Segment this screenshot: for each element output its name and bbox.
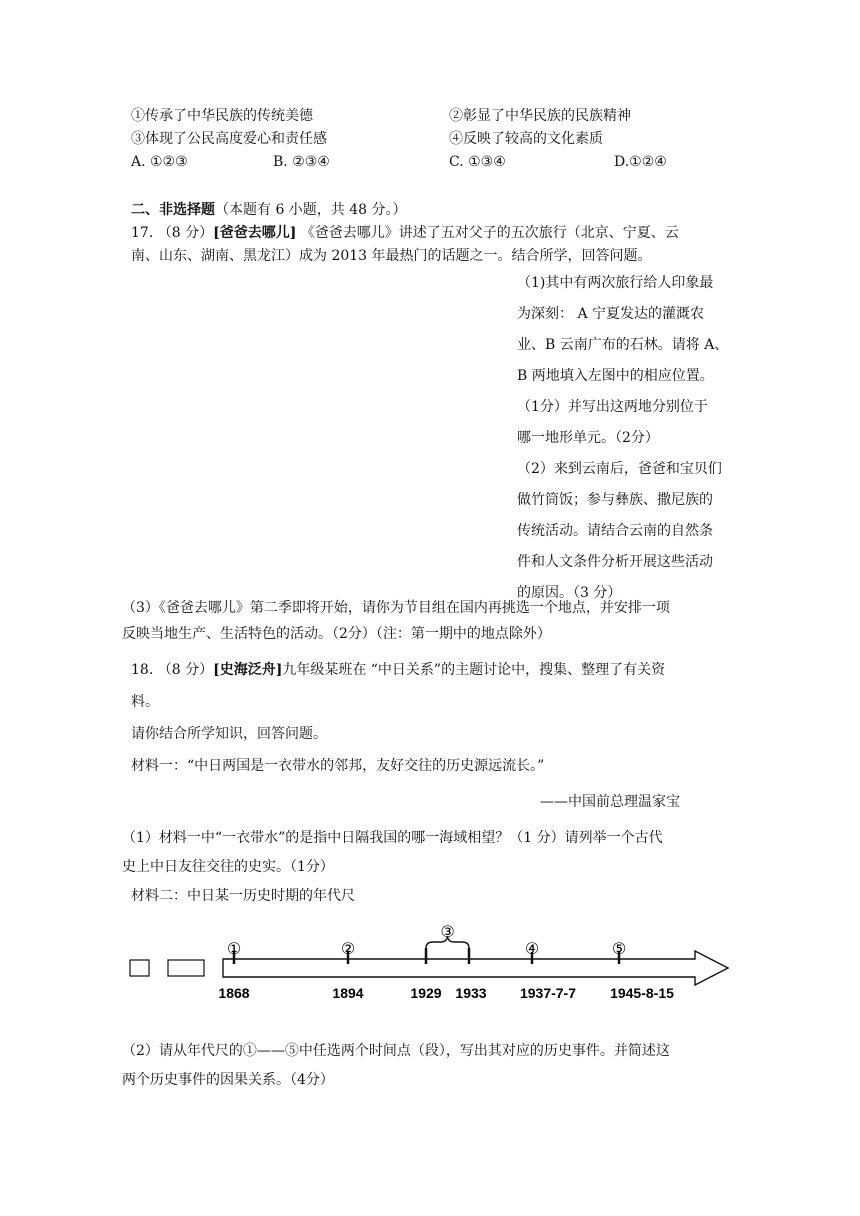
- year-1894: 1894: [332, 985, 364, 1001]
- q17-part2-line: （2）来到云南后，爸爸和宝贝们: [517, 461, 722, 477]
- q18-intro: 九年级某班在 “中日关系”的主题讨论中，搜集、整理了有关资: [282, 662, 666, 678]
- q17-part1-line: 哪一地形单元。（2分）: [517, 430, 659, 446]
- q17-part1-line: （1)其中有两次旅行给人印象最: [517, 275, 714, 291]
- timeline-arrow: [223, 951, 728, 985]
- q17-score: 17. （8 分）: [131, 225, 214, 241]
- marker-2: ②: [340, 939, 356, 958]
- marker-3: ③: [440, 922, 455, 941]
- option-statement-2: ②彰显了中华民族的民族精神: [449, 108, 631, 124]
- q17-part2-line: 做竹筒饭；参与彝族、撒尼族的: [517, 492, 713, 508]
- q18-material-1: 材料一：“中日两国是一衣带水的邻邦，友好交往的历史源远流长。”: [131, 758, 545, 774]
- q18-question-1-line-2: 史上中日友往交往的史实。（1分）: [122, 859, 334, 875]
- q18-question-2-line-1: （2）请从年代尺的①——⑤中任选两个时间点（段），写出其对应的历史事件。并简述这: [122, 1043, 670, 1059]
- q17-part1-line: 业、B 云南广布的石林。请将 A、: [517, 337, 729, 353]
- marker-1: ①: [226, 939, 242, 958]
- section-title: 二、非选择题: [131, 202, 215, 218]
- choice-c: C. ①③④: [449, 154, 506, 170]
- choice-d: D.①②④: [614, 154, 667, 170]
- blank-box-1: [130, 960, 149, 976]
- q17-part3-line-1: （3）《爸爸去哪儿》第二季即将开始，请你为节目组在国内再挑选一个地点，并安排一项: [122, 600, 670, 616]
- q18-question-2-line-2: 两个历史事件的因果关系。（4分）: [122, 1072, 334, 1088]
- q17-part1-line: （1分）并写出这两地分别位于: [517, 399, 708, 415]
- choice-b: B. ②③④: [273, 154, 330, 170]
- q18-tag: [史海泛舟]: [213, 662, 283, 678]
- q17-part2-line: 的原因。（3 分）: [517, 585, 622, 601]
- year-1937-7-7: 1937-7-7: [519, 985, 577, 1001]
- option-statement-3: ③体现了公民高度爱心和责任感: [131, 131, 327, 147]
- year-1945-8-15: 1945-8-15: [610, 985, 674, 1001]
- q17-intro-line-2: 南、山东、湖南、黑龙江）成为 2013 年最热门的话题之一。结合所学，回答问题。: [131, 248, 652, 264]
- choice-a: A. ①②③: [131, 154, 188, 170]
- q17-part2-line: 传统活动。请结合云南的自然条: [517, 523, 713, 539]
- year-1929: 1929: [410, 985, 442, 1001]
- option-statement-1: ①传承了中华民族的传统美德: [131, 108, 313, 124]
- timeline-diagram: [125, 922, 735, 1012]
- marker-4: ④: [524, 939, 540, 958]
- marker-5: ⑤: [611, 939, 627, 958]
- blank-box-2: [168, 960, 204, 976]
- section-heading: [131, 200, 407, 220]
- q18-question-1-line-1: （1）材料一中“一衣带水”的是指中日隔我国的哪一海域相望？（1 分）请列举一个古代: [122, 830, 663, 846]
- q17-intro-line-1: [131, 223, 679, 243]
- year-1868: 1868: [218, 985, 250, 1001]
- q18-intro-line-1: [131, 660, 665, 680]
- q17-tag: [爸爸去哪儿]: [213, 225, 297, 241]
- q17-part1-line: 为深刻： A 宁夏发达的灌溉农: [517, 306, 705, 322]
- q18-score: 18. （8 分）: [131, 662, 214, 678]
- q17-part1-line: B 两地填入左图中的相应位置。: [517, 368, 714, 384]
- year-1933: 1933: [455, 985, 487, 1001]
- q18-material-1-source: ——中国前总理温家宝: [540, 794, 680, 810]
- q17-part3-line-2: 反映当地生产、生活特色的活动。（2分）（注：第一期中的地点除外）: [122, 626, 551, 642]
- q18-material-2: 材料二：中日某一历史时期的年代尺: [131, 888, 355, 904]
- option-statement-4: ④反映了较高的文化素质: [449, 131, 603, 147]
- q18-prompt: 请你结合所学知识，回答问题。: [131, 726, 327, 742]
- q17-part1: [517, 268, 728, 609]
- q17-part2-line: 件和人文条件分析开展这些活动: [517, 554, 713, 570]
- q18-intro-line-2: 料。: [131, 694, 159, 710]
- q17-intro: 《爸爸去哪儿》讲述了五对父子的五次旅行（北京、宁夏、云: [300, 225, 679, 241]
- section-note: （本题有 6 小题，共 48 分。）: [215, 202, 407, 218]
